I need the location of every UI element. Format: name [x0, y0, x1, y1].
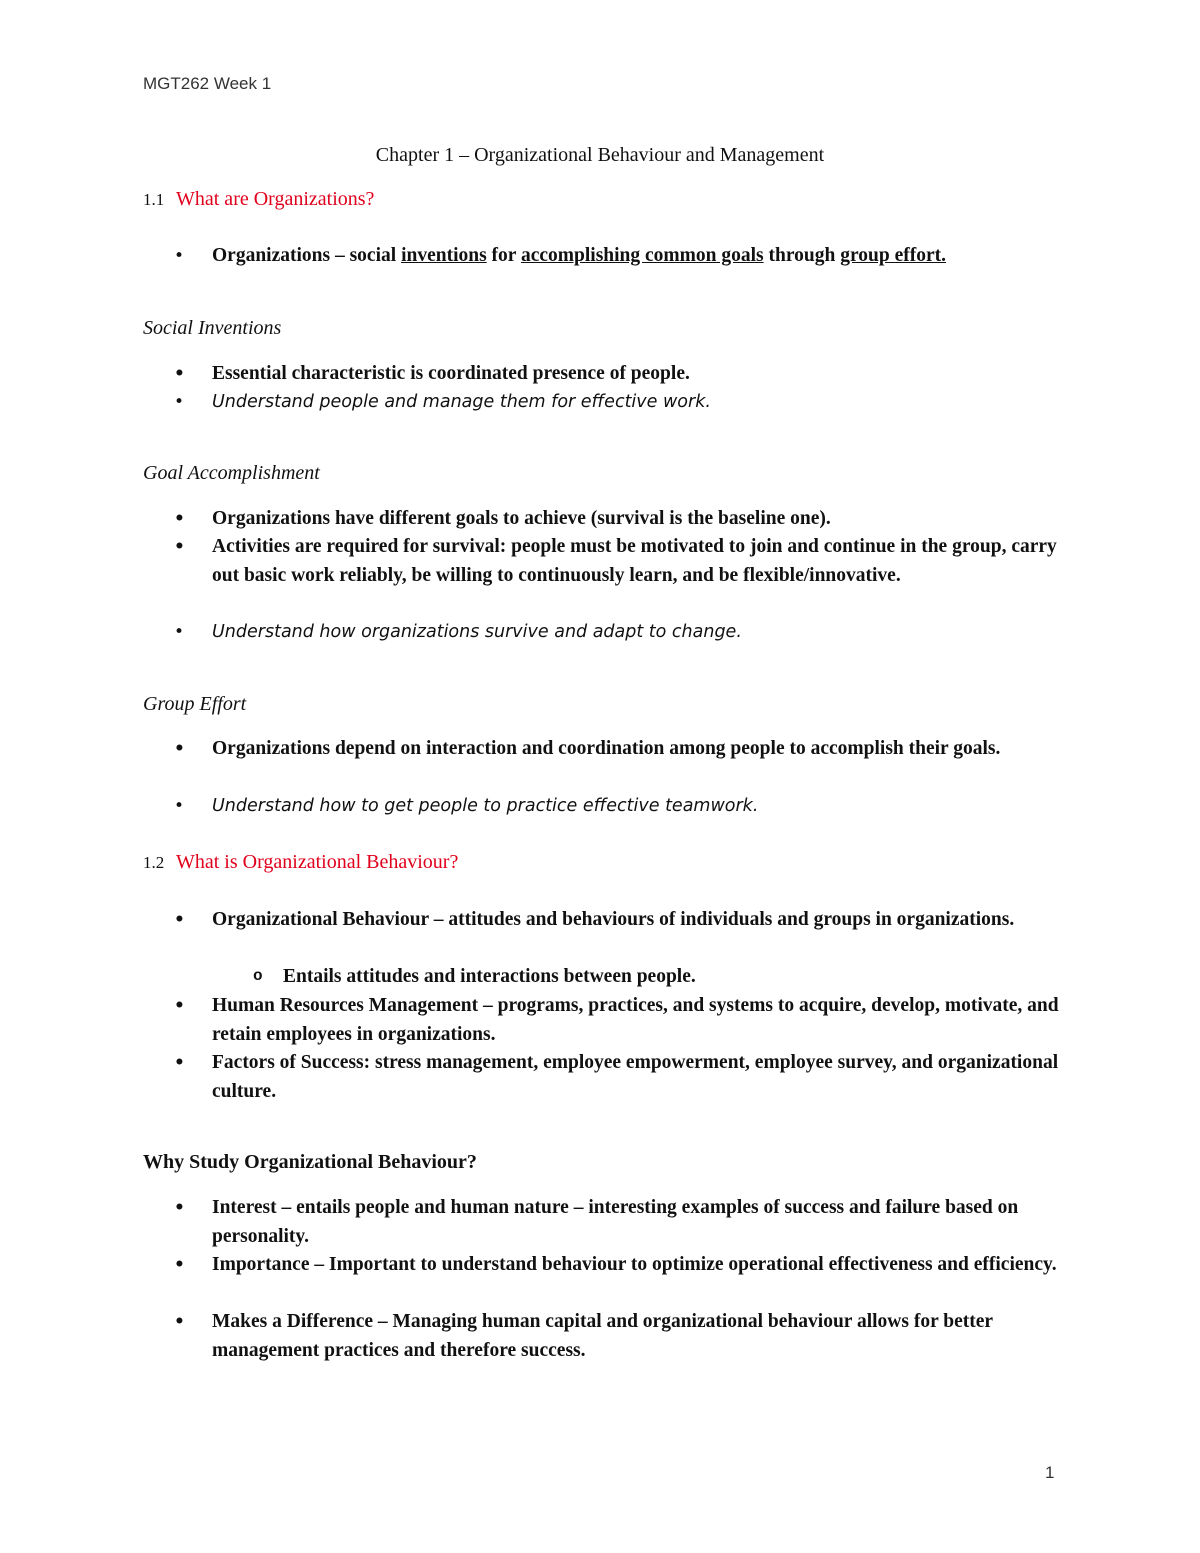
subheading-goal-accomplishment: Goal Accomplishment — [143, 462, 320, 484]
bullet-social-2: • Understand people and manage them for effective work. — [212, 388, 1072, 417]
section-number: 1.1 — [143, 190, 165, 209]
bullet-group-2: • Understand how to get people to practice effective teamwork. — [212, 792, 1072, 821]
term: Importance — [212, 1254, 310, 1275]
bullet-social-1: • Essential characteristic is coordinated presence of people. — [212, 360, 1072, 389]
bullet-hrm-definition — [212, 992, 1072, 1049]
bullet-factors-of-success: • Factors of Success: stress management, employee empowerment, employee survey, and organizational culture. — [212, 1049, 1072, 1106]
text: – social — [330, 245, 402, 266]
section-heading-1-2 — [143, 851, 458, 874]
bullet-makes-a-difference — [212, 1308, 1072, 1365]
definition: – entails people and human nature – interesting examples of success and failure based on personality. — [212, 1197, 1019, 1247]
bullet-organizations — [212, 242, 1072, 271]
bullet-interest — [212, 1194, 1072, 1251]
subheading-social-inventions: Social Inventions — [143, 317, 282, 339]
definition: – Managing human capital and organizational behaviour allows for better management practices and therefore success. — [212, 1311, 993, 1361]
chapter-title: Chapter 1 – Organizational Behaviour and Management — [375, 144, 825, 166]
definition: – attitudes and behaviours of individuals and groups in organizations. — [428, 909, 1015, 930]
bullet-goal-1: • Organizations have different goals to achieve (survival is the baseline one). — [212, 505, 1072, 534]
underlined-text: accomplishing common goals — [520, 245, 764, 266]
section-number: 1.2 — [143, 853, 165, 872]
term: Organizational Behaviour — [212, 909, 429, 930]
section-heading-1-1 — [143, 188, 374, 211]
heading-why-study: Why Study Organizational Behaviour? — [143, 1151, 477, 1173]
text: for — [486, 245, 521, 266]
bullet-importance — [212, 1251, 1072, 1280]
term: Interest — [212, 1197, 277, 1218]
definition: – Important to understand behaviour to optimize operational effectiveness and efficiency. — [309, 1254, 1057, 1275]
bullet-group-1: • Organizations depend on interaction and coordination among people to accomplish their goals. — [212, 735, 1072, 764]
term: Organizations — [212, 245, 331, 266]
underlined-text: group effort. — [840, 245, 947, 266]
section-title: What is Organizational Behaviour? — [176, 851, 459, 873]
term: Makes a Difference — [212, 1311, 373, 1332]
underlined-text: inventions — [401, 245, 487, 266]
bullet-ob-definition — [212, 906, 1072, 935]
bullet-goal-2: • Activities are required for survival: people must be motivated to join and continue in the group, carry out basic work reliably, be willing to continuously learn, and be flexible/innovative. — [212, 533, 1072, 590]
page-header: MGT262 Week 1 — [143, 74, 272, 93]
definition: – programs, practices, and systems to acquire, develop, motivate, and retain employees in organizations. — [212, 995, 1059, 1045]
subheading-group-effort: Group Effort — [143, 693, 247, 715]
page-number: 1 — [1045, 1463, 1055, 1482]
section-title: What are Organizations? — [176, 188, 375, 210]
subbullet-ob: o Entails attitudes and interactions between people. — [283, 963, 1063, 992]
term: Human Resources Management — [212, 995, 479, 1016]
bullet-goal-3: • Understand how organizations survive and adapt to change. — [212, 618, 1072, 647]
text: through — [763, 245, 841, 266]
